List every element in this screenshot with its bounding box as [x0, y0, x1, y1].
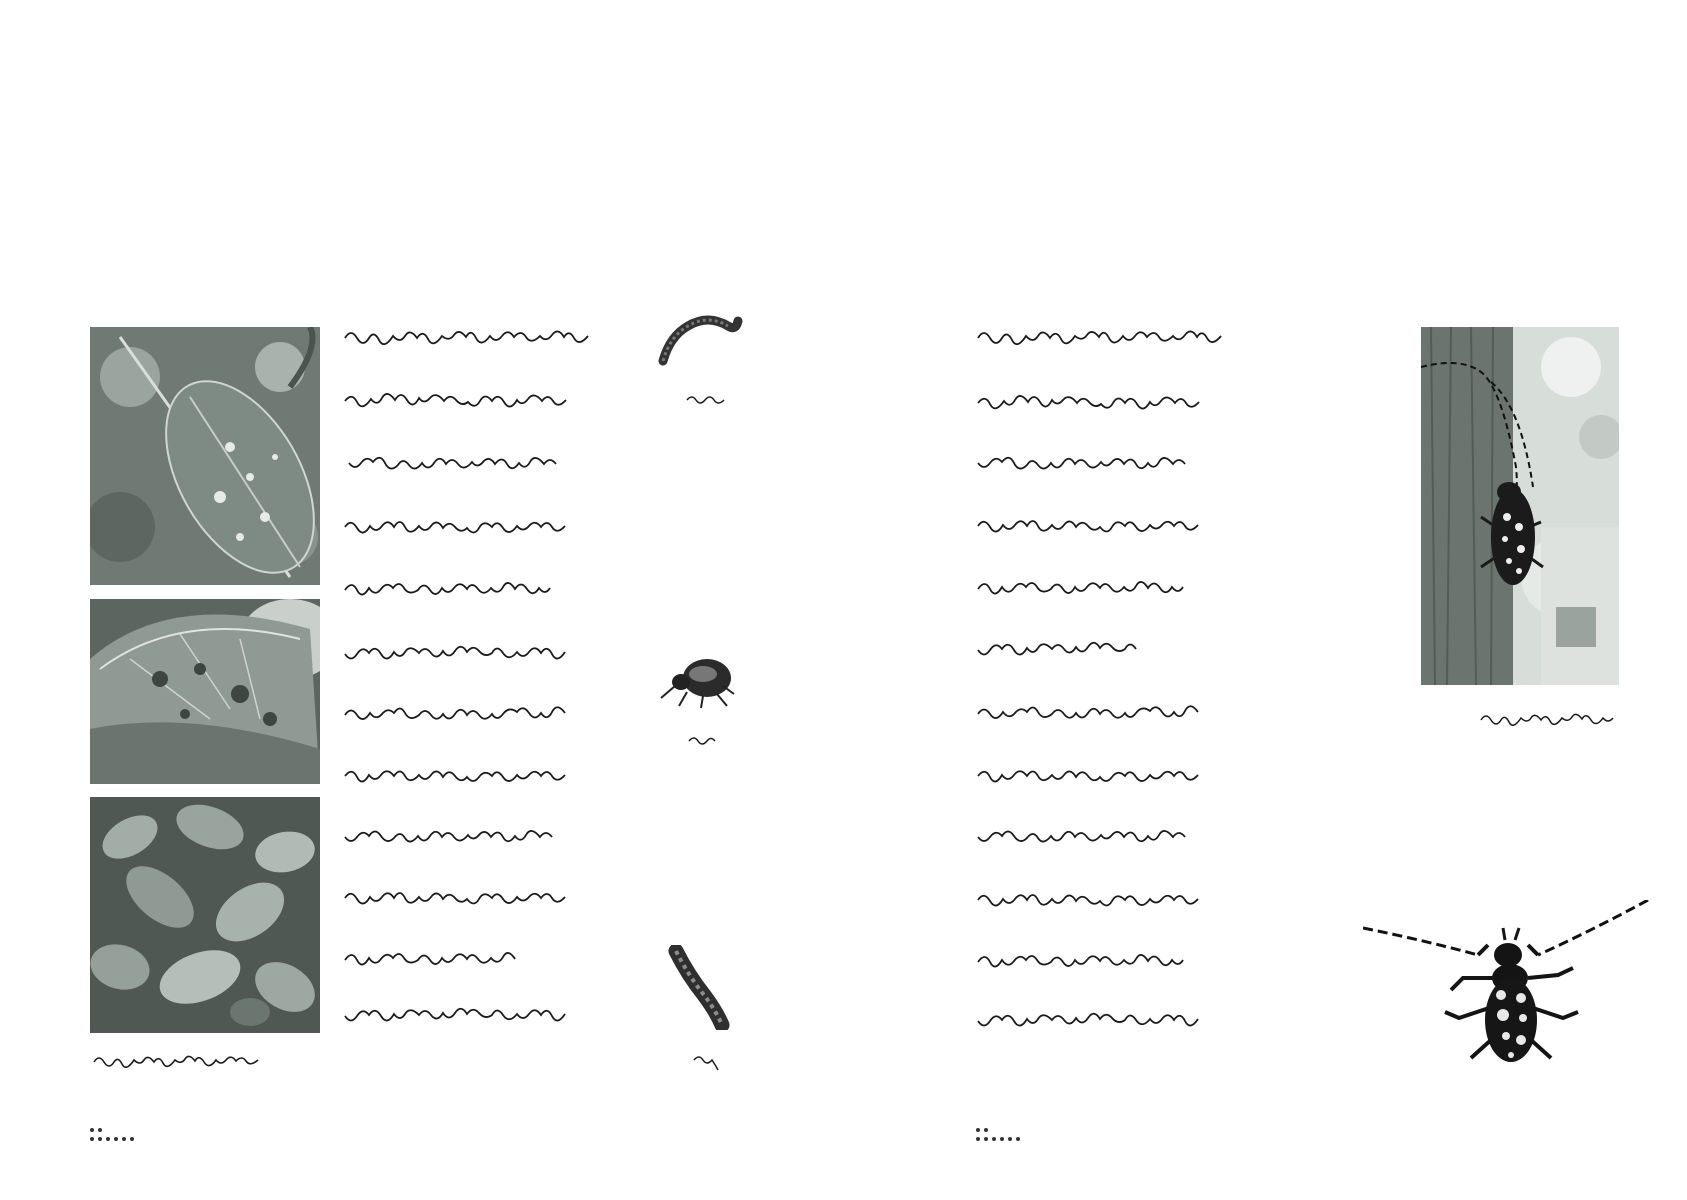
- right-page: [843, 0, 1687, 1200]
- text-line: [976, 697, 1268, 727]
- beetle-icon: [657, 656, 735, 710]
- text-line: [976, 572, 1268, 602]
- page-marker-top: [90, 1128, 134, 1132]
- page-marker: [976, 1128, 1020, 1146]
- specimen-caption: [687, 733, 717, 747]
- inchworm-icon: [658, 306, 743, 368]
- text-line: [343, 511, 633, 541]
- page-marker-bottom: [976, 1137, 1020, 1141]
- text-line: [976, 448, 1268, 478]
- left-page: [0, 0, 843, 1200]
- text-line: [343, 1000, 633, 1030]
- text-line: [976, 385, 1268, 415]
- photo-caption: [1479, 708, 1615, 728]
- text-line: [976, 510, 1268, 540]
- text-line: [976, 634, 1168, 664]
- text-line: [976, 322, 1268, 352]
- page-marker: [90, 1128, 134, 1146]
- text-line: [343, 638, 633, 668]
- specimen-caption: [692, 1052, 720, 1072]
- text-line: [343, 573, 626, 603]
- text-line: [976, 1005, 1268, 1035]
- text-line: [976, 760, 1268, 790]
- photo-longhorn-beetle: [1421, 327, 1619, 685]
- text-line: [343, 943, 535, 973]
- text-line: [347, 448, 625, 478]
- longhorn-beetle-icon: [1363, 900, 1653, 1065]
- photo-plants: [90, 797, 320, 1033]
- text-line: [343, 383, 628, 413]
- text-line: [976, 884, 1268, 914]
- text-line: [976, 822, 1268, 852]
- text-line: [976, 945, 1268, 975]
- text-line: [343, 882, 636, 912]
- specimen-caption: [685, 392, 727, 406]
- text-line: [343, 822, 626, 852]
- caterpillar-icon: [668, 945, 730, 1030]
- text-line: [343, 760, 633, 790]
- text-line: [343, 698, 633, 728]
- page-marker-bottom: [90, 1137, 134, 1141]
- photo-leaf-chewed: [90, 599, 320, 784]
- text-line: [343, 322, 633, 352]
- page-marker-top: [976, 1128, 1020, 1132]
- photo-leaf-holes: [90, 327, 320, 585]
- photo-caption: [92, 1050, 274, 1072]
